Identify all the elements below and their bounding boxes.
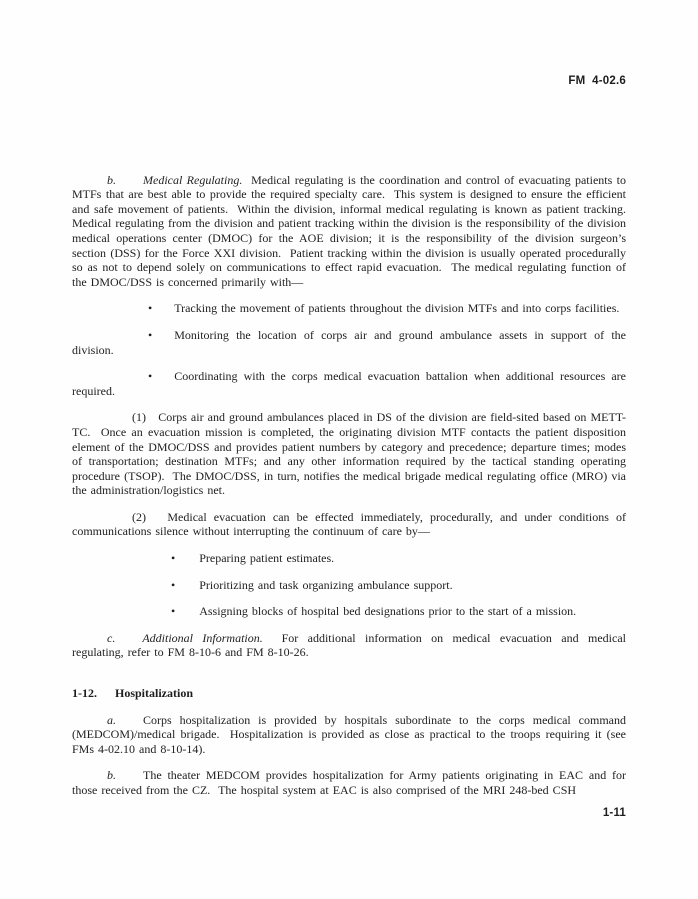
page-number [603,806,626,821]
paragraph-label: a. [107,712,116,727]
paragraph-text: The theater MEDCOM provides hospitalization for Army patients originating in EAC and for those received from the CZ. The hospital system at EAC is also comprised of the MRI 248-bed CSH [72,768,630,797]
paragraph-text: Corps hospitalization is provided by hospitals subordinate to the corps medical command (MEDCOM)/medical brigade. Hospitalization is provided as close as practical to the troops requiring it (see FMs 4-02.10 and 8-10-14). [72,712,630,756]
bullet-icon: • [171,604,176,619]
paragraph-label: b. [107,172,116,187]
running-header [72,0,626,89]
bullet-text: Prioritizing and task organizing ambulance support. [199,577,453,592]
bullet-icon: • [148,301,153,316]
section-heading-hospitalization [72,686,626,701]
paragraph-b-theater-medcom [72,768,630,797]
bullet-icon: • [171,577,176,592]
bullet-text: Assigning blocks of hospital bed designations prior to the start of a mission. [199,604,577,619]
bullet-item [72,604,626,619]
bullet-item [72,327,630,357]
paragraph-b-medical-regulating [72,172,634,290]
subparagraph-2 [72,509,630,539]
paragraph-a-corps-hospitalization [72,712,630,757]
paragraph-label: c. [107,630,116,645]
paragraph-text: (2) Medical evacuation can be effected immediately, procedurally, and under conditions of communications silence without interrupting the continuum of care by— [72,509,630,539]
bullet-item [72,301,626,316]
paragraph-text: Medical regulating is the coordination and control of evacuating patients to MTFs that are best able to provide the required specialty care. This system is designed to ensure the efficient and safe movement of patients. Within the division, informal medical regulating is known as patient tracking. Medical regulating from the division and patient tracking within the division is the responsibility of the division medical operations center (DMOC) for the AOE division; it is the responsibility of the division surgeon’s section (DSS) for the Force XXI division. Patient tracking within the division is usually operated procedurally so as not to depend solely on communications to effect rapid evacuation. The medical regulating function of the DMOC/DSS is concerned primarily with— [72,172,634,289]
page-number-text: 1-11 [602,807,626,819]
doc-id-text: FM 4-02.6 [568,75,626,87]
bullet-text: Monitoring the location of corps air and ground ambulance assets in support of the division. [72,327,630,357]
bullet-icon: • [171,551,176,566]
paragraph-label: b. [107,768,116,783]
bullet-text: Preparing patient estimates. [199,551,335,566]
section-number: 1-12. [72,686,97,701]
paragraph-c-additional-information [72,630,631,660]
bullet-text: Tracking the movement of patients throughout the division MTFs and into corps facilities. [174,301,620,316]
section-title: Hospitalization [115,686,194,701]
paragraph-title: Medical Regulating. [143,172,243,187]
bullet-icon: • [148,327,153,342]
subparagraph-1 [72,410,630,498]
paragraph-text: For additional information on medical evacuation and medical regulating, refer to FM 8-10-6 and FM 8-10-26. [72,630,631,660]
bullet-item [72,369,630,398]
page-body [72,172,634,798]
bullet-text: Coordinating with the corps medical evacuation battalion when additional resources are required. [72,369,630,398]
bullet-icon: • [148,369,153,384]
paragraph-text: (1) Corps air and ground ambulances placed in DS of the division are field-sited based on METT-TC. Once an evacuation mission is completed, the originating division MTF contacts the patient disposition element of the DMOC/DSS and provides patient numbers by category and precedence; departure times; modes of transportation; destination MTFs; and any other information required by the tactical standing operating procedure (TSOP). The DMOC/DSS, in turn, notifies the medical brigade medical regulating office (MRO) via the administration/logistics net. [72,410,630,498]
bullet-item [72,551,626,566]
paragraph-title: Additional Information. [142,630,263,645]
bullet-item [72,578,626,593]
